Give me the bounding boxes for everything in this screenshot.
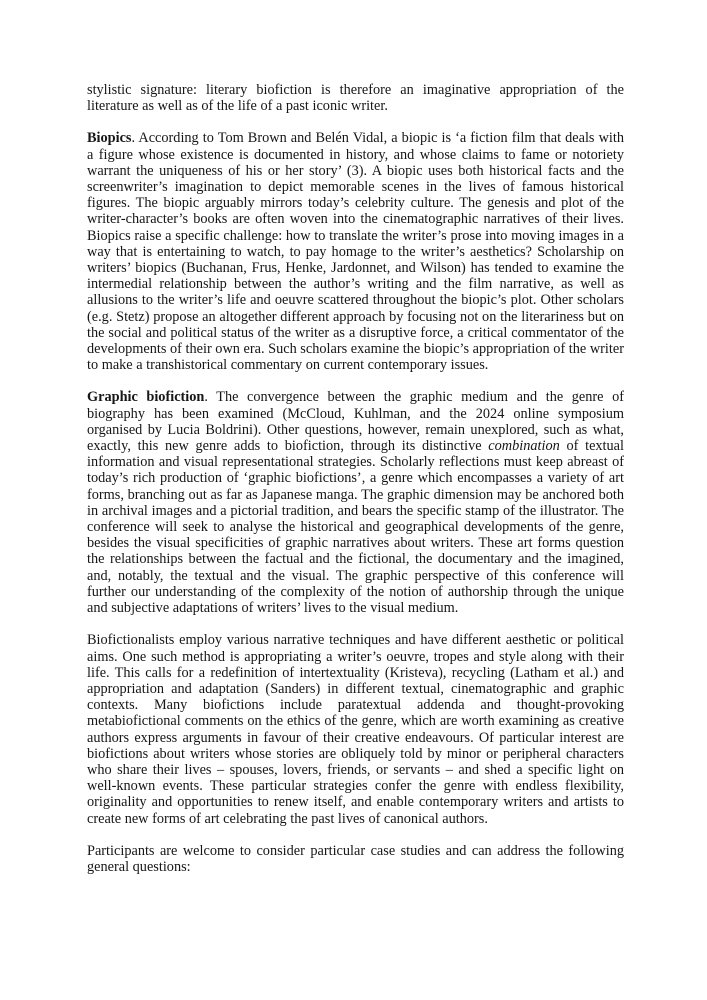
paragraph-biopics <box>87 130 624 373</box>
paragraph-text: Participants are welcome to consider particular case studies and can address the following general questions: <box>87 842 624 875</box>
paragraph-stylistic-signature <box>87 82 624 114</box>
paragraph-graphic-biofiction <box>87 389 624 616</box>
section-heading-graphic-biofiction: Graphic biofiction <box>87 389 205 406</box>
emphasis-combination: combination <box>488 438 560 455</box>
paragraph-text: Biofictionalists employ various narrative techniques and have different aesthetic or political aims. One such method is appropriating a writer’s oeuvre, tropes and style along with their life. This calls for a redefinition of intertextuality (Kristeva), recycling (Latham et al.) and appropriation and adaptation (Sanders) in different textual, cinematographic and graphic contexts. Many biofictions include paratextual addenda and thought-provoking metabiofictional comments on the ethics of the genre, which are worth examining as creative authors express arguments in favour of their creative endeavours. Of particular interest are biofictions about writers whose stories are obliquely told by minor or peripheral characters who share their lives – spouses, lovers, friends, or servants – and shed a specific light on well-known events. These particular strategies confer the genre with endless flexibility, originality and opportunities to renew itself, and enable contemporary writers and artists to create new forms of art celebrating the past lives of canonical authors. <box>87 632 624 827</box>
paragraph-text: . According to Tom Brown and Belén Vidal, a biopic is ‘a fiction film that deals with a figure whose existence is documented in history, and whose claims to fame or notoriety warrant the uniqueness of his or her story’ (3). A biopic uses both historical facts and the screenwriter’s imagination to depict memorable scenes in the lives of famous historical figures. The biopic arguably mirrors today’s celebrity culture. The genesis and plot of the writer-character’s books are often woven into the cinematographic narratives of their lives. Biopics raise a specific challenge: how to translate the writer’s prose into moving images in a way that is entertaining to watch, to pay homage to the writer’s aesthetics? Scholarship on writers’ biopics (Buchanan, Frus, Henke, Jardonnet, and Wilson) has tended to examine the intermedial relationship between the author’s writing and the film narrative, as well as allusions to the writer’s life and oeuvre scattered throughout the biopic’s plot. Other scholars (e.g. Stetz) propose an altogether different approach by focusing not on the literariness but on the social and political status of the writer as a disruptive force, a critical commentator of the developments of their own era. Such scholars examine the biopic’s appropriation of the writer to make a transhistorical commentary on current contemporary issues. <box>87 130 624 374</box>
paragraph-biofictionalists <box>87 632 624 826</box>
paragraph-participants <box>87 843 624 875</box>
paragraph-text: of textual information and visual representational strategies. Scholarly reflections must keep abreast of today’s rich production of ‘graphic biofictions’, a genre which encompasses a variety of art forms, branching out as far as Japanese manga. The graphic dimension may be anchored both in archival images and a pictorial tradition, and bears the specific stamp of the illustrator. The conference will seek to analyse the historical and geographical developments of the genre, besides the visual specificities of graphic narratives about writers. These art forms question the relationships between the factual and the fictional, the documentary and the imagined, and, notably, the textual and the visual. The graphic perspective of this conference will further our understanding of the complexity of the notion of authorship through the unique and subjective adaptations of writers’ lives to the visual medium. <box>87 438 624 617</box>
document-page <box>87 82 624 891</box>
paragraph-text: . The convergence between the graphic medium and the genre of biography has been examined (McCloud, Kuhlman, and the 2024 online symposium organised by Lucia Boldrini). Other questions, however, remain unexplored, such as what, exactly, this new genre adds to biofiction, through its distinctive <box>87 389 624 455</box>
section-heading-biopics: Biopics <box>87 130 132 147</box>
paragraph-text: stylistic signature: literary biofiction is therefore an imaginative appropriation of the literature as well as of the life of a past iconic writer. <box>87 82 624 115</box>
